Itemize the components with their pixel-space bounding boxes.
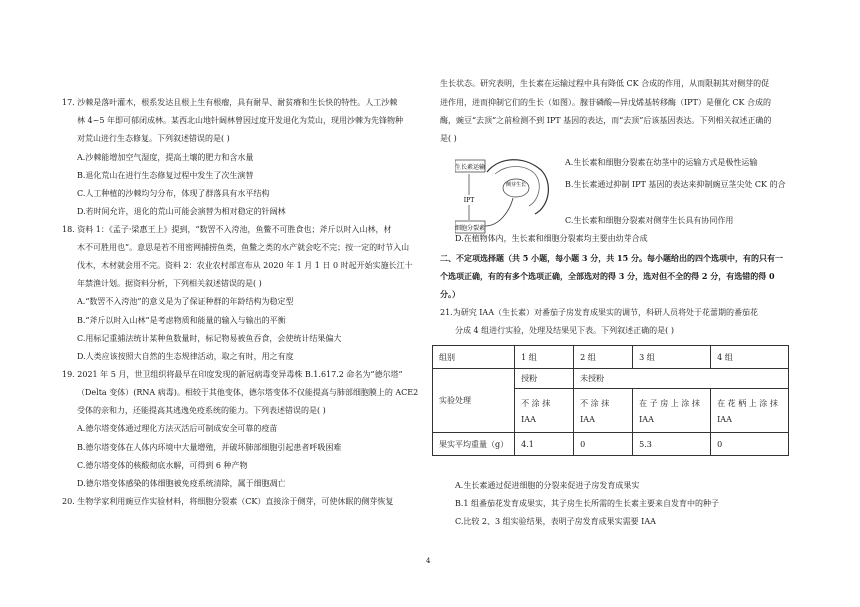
header-group: 组别 <box>433 346 515 369</box>
treatment-cell-4 <box>711 389 789 433</box>
q20-line-5: 是( ) <box>440 134 457 143</box>
q20-option-a: A.生长素和细胞分裂素在幼茎中的运输方式是极性运输 <box>565 158 758 167</box>
weight-1: 4.1 <box>515 433 574 456</box>
table-row <box>433 346 789 369</box>
weight-3: 5.3 <box>633 433 711 456</box>
header-treatment: 实验处理 <box>433 369 515 433</box>
unpollinated-cell: 未授粉 <box>574 369 789 389</box>
q20-line-3: 进作用，进而抑制它们的生长（如图）。腺苷磷酸—异戊烯基转移酶（IPT）是催化 CK 合成的 <box>440 98 772 107</box>
q21-option-b: B.1 组番茄花发育成果实，其子房生长所需的生长素主要来自发育中的种子 <box>455 499 720 508</box>
treatment-a: 在 子 房 上 涂 抹 <box>639 398 700 408</box>
lateral-bud-label: 侧芽生长 <box>505 182 527 188</box>
treatment-cell-3 <box>633 389 711 433</box>
q20-option-b: B.生长素通过抑制 IPT 基因的表达来抑制豌豆茎尖处 CK 的合 <box>565 180 786 189</box>
treatment-cell-1 <box>515 389 574 433</box>
q20-line-1: 20. 生物学家利用豌豆作实验材料，将细胞分裂素（CK）直接涂于侧芽，可使休眠的侧芽恢复 <box>62 497 394 506</box>
treatment-a: 在 花 柄 上 涂 抹 <box>717 398 778 408</box>
q17-line-3: 对荒山进行生态修复。下列叙述错误的是( ) <box>77 134 230 143</box>
experiment-table <box>432 345 789 456</box>
q19-line-2: （Delta 变体）(RNA 病毒)。相较于其他变体，德尔塔变体不仅能提高与肺部细胞膜上的 ACE2 <box>77 388 419 397</box>
treatment-cell-2 <box>574 389 633 433</box>
q18-line-1: 18. 资料 1：《孟子·梁惠王上》提到，“数罟不入洿池，鱼鳖不可胜食也；斧斤以时入山林，材 <box>62 225 392 234</box>
group-4: 4 组 <box>711 346 789 369</box>
treatment-b: IAA <box>717 414 732 424</box>
q18-option-a: A.“数罟不入洿池”的意义是为了保证种群的年龄结构为稳定型 <box>77 297 294 306</box>
treatment-b: IAA <box>521 414 536 424</box>
treatment-b: IAA <box>639 414 654 424</box>
q19-option-a: A.德尔塔变体通过理化方法灭活后可制成安全可靠的疫苗 <box>77 424 278 433</box>
q19-option-c: C.德尔塔变体的核酸彻底水解，可得到 6 种产物 <box>77 461 248 470</box>
ipt-label: IPT <box>463 197 475 204</box>
section-2-line-1: 二、不定项选择题（共 5 小题，每小题 3 分，共 15 分。每小题给出的四个选项中，有的只有一 <box>440 253 783 263</box>
q17-option-d: D.若时间允许，退化的荒山可能会演替为相对稳定的针阔林 <box>77 207 286 216</box>
q20-option-d: D.在植物体内，生长素和细胞分裂素均主要由幼芽合成 <box>455 234 648 243</box>
page-number: 4 <box>426 557 431 565</box>
auxin-transport-label: 生长素运输 <box>455 164 486 171</box>
group-3: 3 组 <box>633 346 711 369</box>
table-row <box>433 433 789 456</box>
q19-line-1: 19. 2021 年 5 月，世卫组织将最早在印度发现的新冠病毒变异毒株 B.1.617.2 命名为“德尔塔” <box>62 370 403 379</box>
q20-line-2: 生长状态。研究表明，生长素在运输过程中具有降低 CK 合成的作用，从而限制其对侧芽的促 <box>440 79 770 88</box>
q19-option-b: B.德尔塔变体在人体内环境中大量增殖，并破坏肺部细胞引起患者呼吸困难 <box>77 443 342 452</box>
q17-option-b: B.退化荒山在进行生态修复过程中发生了次生演替 <box>77 171 254 180</box>
q18-option-d: D.人类应该按照大自然的生态规律活动，取之有时，用之有度 <box>77 352 294 361</box>
q19-option-d: D.德尔塔变体感染的体细胞被免疫系统清除，属于细胞凋亡 <box>77 479 286 488</box>
header-weight: 果实平均重量（g） <box>433 433 515 456</box>
q18-option-b: B.“斧斤以时入山林”是考虑物质和能量的输入与输出的平衡 <box>77 316 286 325</box>
q21-option-a: A.生长素通过促进细胞的分裂来促进子房发育成果实 <box>455 481 640 490</box>
weight-4: 0 <box>711 433 789 456</box>
q18-line-2: 木不可胜用也”。意思是若不用密网捕捞鱼类，鱼鳖之类的水产就会吃不完；按一定的时节入山 <box>77 243 410 252</box>
q18-option-c: C.用标记重捕法统计某种鱼数量时，标记物易被鱼吞食，会使统计结果偏大 <box>77 334 342 343</box>
q21-line-2: 分成 4 组进行实验，处理及结果见下表。下列叙述正确的是( ) <box>455 326 674 335</box>
q17-option-c: C.人工种植的沙棘均匀分布，体现了群落具有水平结构 <box>77 189 270 198</box>
q18-line-4: 年禁渔计划。据资料分析，下列相关叙述错误的是( ) <box>77 279 262 288</box>
q21-option-c: C.比较 2、3 组实验结果，表明子房发育成果实需要 IAA <box>455 517 656 526</box>
weight-2: 0 <box>574 433 633 456</box>
q20-option-c: C.生长素和细胞分裂素对侧芽生长具有协同作用 <box>565 216 734 225</box>
q17-line-2: 林 4~5 年即可郁闭成林。某西北山地针阔林曾因过度开发退化为荒山，现用沙棘为先锋物种 <box>77 116 403 125</box>
plant-hormone-diagram <box>455 158 555 240</box>
section-2-line-2: 个选项正确，有的有多个选项正确，全部选对的得 3 分，选对但不全的得 2 分，有选错的得 0 <box>440 271 775 281</box>
pollinated-cell: 授粉 <box>515 369 574 389</box>
q19-line-3: 受体的亲和力，还能提高其逃逸免疫系统的能力。下列表述错误的是( ) <box>77 406 326 415</box>
q20-line-4: 酶，豌豆“去顶”之前检测不到 IPT 基因的表达，而“去顶”后该基因表达。下列相关叙述正确的 <box>440 116 772 125</box>
q17-option-a: A.沙棘能增加空气湿度，提高土壤的肥力和含水量 <box>77 153 254 162</box>
treatment-a: 不 涂 抹 <box>580 398 610 408</box>
treatment-b: IAA <box>580 414 595 424</box>
table-row <box>433 369 789 389</box>
cytokinin-label: 细胞分裂素 <box>455 225 486 232</box>
q17-line-1: 17. 沙棘是落叶灌木，根系发达且根上生有根瘤，具有耐旱、耐贫瘠和生长快的特性。人工沙棘 <box>62 98 398 107</box>
treatment-a: 不 涂 抹 <box>521 398 551 408</box>
group-1: 1 组 <box>515 346 574 369</box>
section-2-line-3: 分。） <box>440 289 460 299</box>
group-2: 2 组 <box>574 346 633 369</box>
q18-line-3: 伐木，木材就会用不完。资料 2：农业农村部宣布从 2020 年 1 月 1 日 0 时起开始实施长江十 <box>77 261 413 270</box>
q21-line-1: 21.为研究 IAA（生长素）对番茄子房发育成果实的调节，科研人员将处于花蕾期的番茄花 <box>440 308 758 317</box>
